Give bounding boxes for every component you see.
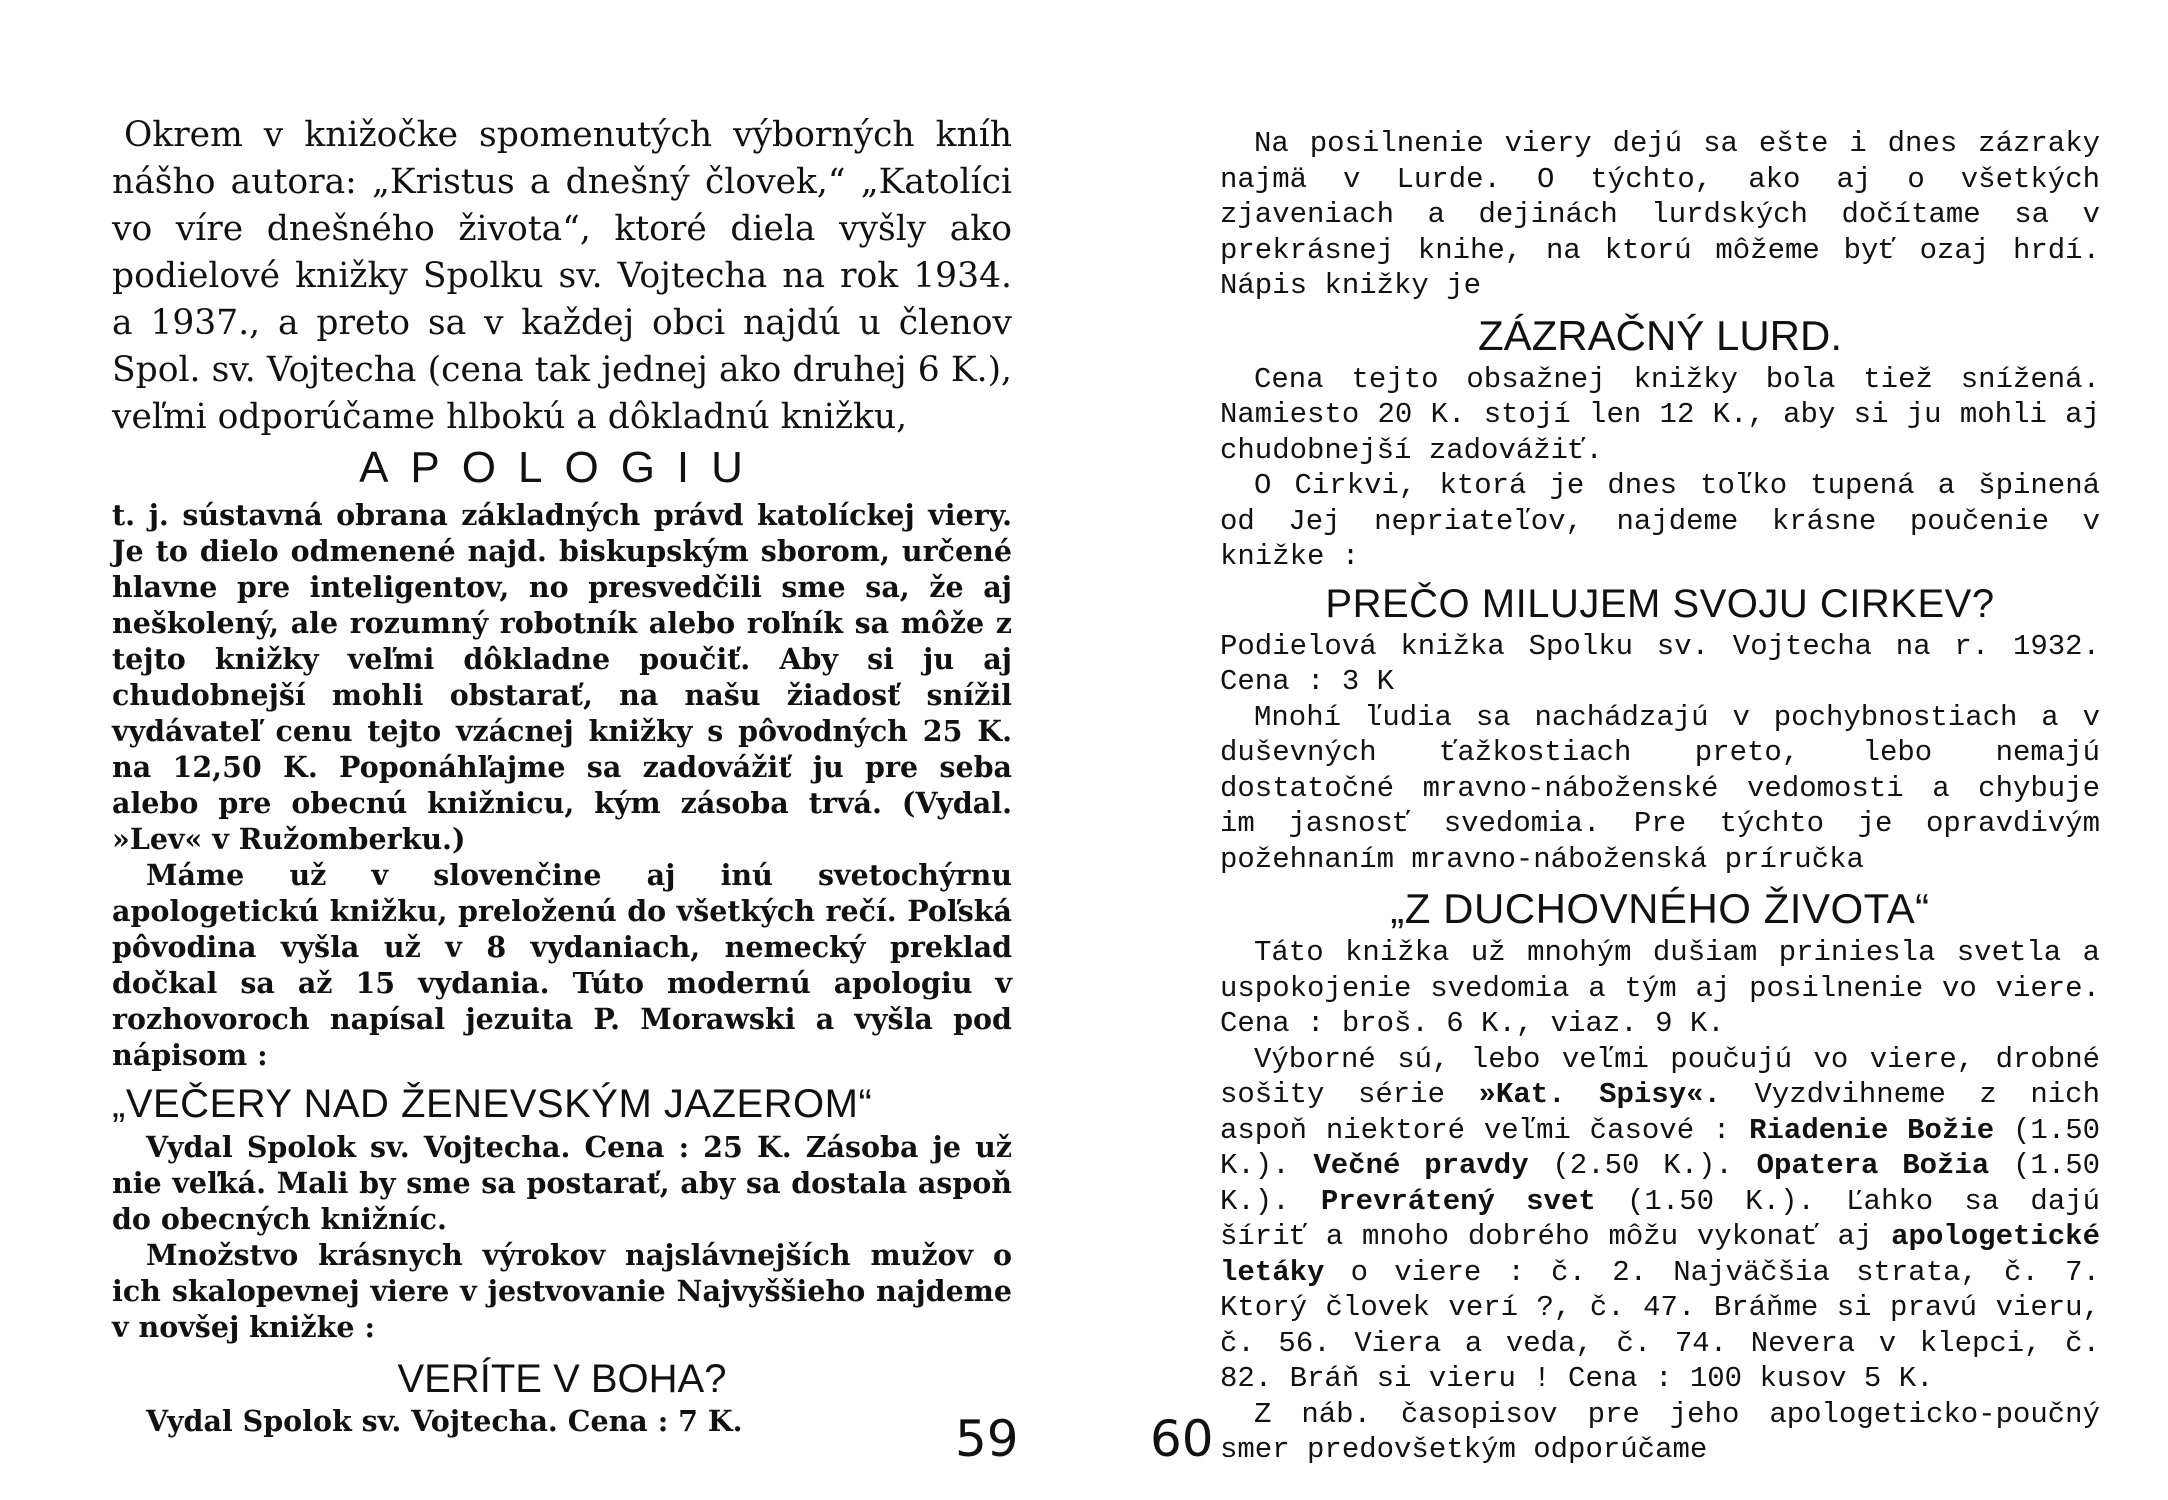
title-prevrateny-svet: Prevrátený svet	[1320, 1184, 1596, 1218]
mnohi-paragraph: Mnohí ľudia sa nachádzajú v pochybnostiach a v duševných ťažkostiach preto, lebo nemajú dostatočné mravno-náboženské vedomosti a chybuje im jasnosť svedomia. Pre týchto je opravdivým požehnaním mravno-náboženská príručka	[1220, 700, 2100, 876]
title-riadenie-bozie: Riadenie Božie	[1749, 1113, 1995, 1147]
vecne-price: (2.50 K.).	[1552, 1149, 1733, 1182]
mame-paragraph: Máme už v slovenčine aj inú svetochýrnu apologetickú knižku, preloženú do všetkých rečí. Poľská pôvodina vyšla už v 8 vydaniach, nemecký preklad dočkal sa až 15 vydania. Túto modernú apologiu v rozhovoroch napísal jezuita P. Morawski a vyšla pod nápisom :	[112, 858, 1012, 1072]
letaky-list: o viere : č. 2. Najväčšia strata, č. 7. Ktorý človek verí ?, č. 47. Bráňme si pravú vieru, č. 56. Viera a veda, č. 74. Nevera v klepci, č. 82. Bráň si vieru ! Cena : 100 kusov 5 K.	[1220, 1255, 2100, 1395]
title-vecne-pravdy: Večné pravdy	[1313, 1149, 1529, 1182]
mnozstvo-paragraph: Množstvo krásnych výrokov najslávnejších mužov o ich skalopevnej viere v jestvovanie Najvyššieho najdeme v novšej knižke :	[112, 1238, 1012, 1344]
zazracny-lurd-heading: ZÁZRAČNÝ LURD.	[1477, 311, 1843, 359]
lahko-text: Ľahko sa dajú šíriť a mnoho dobrého môžu vykonať aj	[1220, 1184, 2101, 1253]
prevrateny-price: (1.50 K.).	[1627, 1184, 1815, 1218]
duchovneho-zivota-heading: „Z DUCHOVNÉHO ŽIVOTA“	[1390, 885, 1930, 932]
vyborne-lead: Výborné sú, lebo veľmi poučujú vo viere, drobné sošity série	[1220, 1042, 2100, 1111]
podielova-paragraph: Podielová knižka Spolku sv. Vojtecha na r. 1932. Cena : 3 K	[1220, 629, 2100, 698]
vydal-verite-paragraph: Vydal Spolok sv. Vojtecha. Cena : 7 K.	[146, 1404, 743, 1438]
tato-knizka-paragraph: Táto knižka už mnohým dušiam priniesla svetla a uspokojenie svedomia a tým aj posilnenie vo viere. Cena : broš. 6 K., viaz. 9 K.	[1220, 936, 2100, 1040]
vyborne-mid: Vyzdvihneme z nich aspoň niektoré veľmi časové :	[1220, 1078, 2100, 1147]
page-number-left: 59	[955, 1410, 1019, 1468]
intro-paragraph: Okrem v knižočke spomenutých výborných kníh nášho autora: „Kristus a dnešný človek,“ „Katolíci vo víre dnešného života“, ktoré diela vyšly ako podielové knižky Spolku sv. Vojtecha na rok 1934. a 1937., a preto sa v každej obci najdú u členov Spol. sv. Vojtecha (cena tak jednej ako druhej 6 K.), veľmi odporúčame hlbokú a dôkladnú knižku,	[112, 115, 1012, 437]
vecery-heading: „VEČERY NAD ŽENEVSKÝM JAZEROM“	[112, 1082, 873, 1126]
casopisov-paragraph: Z náb. časopisov pre jeho apologeticko-poučný smer predovšetkým odporúčame	[1220, 1397, 2100, 1466]
posilnenie-paragraph: Na posilnenie viery dejú sa ešte i dnes zázraky najmä v Lurde. O týchto, ako aj o všetkých zjaveniach a dejinách lurdských dočítame sa v prekrásnej knihe, na ktorú môžeme byť ozaj hrdí. Nápis knižky je	[1220, 127, 2100, 302]
vydal-vecery-paragraph: Vydal Spolok sv. Vojtecha. Cena : 25 K. Zásoba je už nie veľká. Mali by sme sa postarať, aby sa dostala aspoň do obecných knižníc.	[112, 1130, 1012, 1236]
apologeticke-letaky: apologetické letáky	[1220, 1220, 2100, 1289]
page-number-right: 60	[1150, 1410, 1214, 1468]
right-page	[1084, 0, 2168, 1500]
vyborne-paragraph	[1220, 1042, 2100, 1397]
riadenie-price: (1.50 K.).	[1220, 1113, 2100, 1182]
apologiu-paragraph: t. j. sústavná obrana základných právd katolíckej viery. Je to dielo odmenené najd. biskupským sborom, určené hlavne pre inteligentov, no presvedčili sme sa, že aj neškolený, ale rozumný robotník alebo roľník sa môže z tejto knižky veľmi dôkladne poučiť. Aby si ju aj chudobnejší mohli obstarať, na našu žiadosť snížil vydávateľ cenu tejto vzácnej knižky s pôvodných 25 K. na 12,50 K. Poponáhľajme sa zadovážiť ju pre seba alebo pre obecnú knižnicu, kým zásoba trvá. (Vydal. »Lev« v Ružomberku.)	[112, 498, 1012, 856]
verite-heading: VERÍTE V BOHA?	[397, 1357, 727, 1401]
opatera-price: (1.50 K.).	[1220, 1149, 2101, 1218]
cena-lurd-paragraph: Cena tejto obsažnej knižky bola tiež snížená. Namiesto 20 K. stojí len 12 K., aby si ju mohli aj chudobnejší zadovážiť.	[1220, 362, 2100, 467]
kat-spisy: »Kat. Spisy«.	[1478, 1078, 1721, 1111]
right-column	[1220, 126, 2100, 1468]
title-opatera-bozia: Opatera Božia	[1756, 1149, 1990, 1182]
cirkvi-paragraph: O Cirkvi, ktorá je dnes toľko tupená a špinená od Jej nepriateľov, najdeme krásne poučenie v knižke :	[1220, 469, 2100, 573]
preco-milujem-heading: PREČO MILUJEM SVOJU CIRKEV?	[1325, 581, 1995, 626]
left-column	[112, 112, 1012, 1439]
apologiu-heading: APOLOGIU	[359, 443, 765, 492]
